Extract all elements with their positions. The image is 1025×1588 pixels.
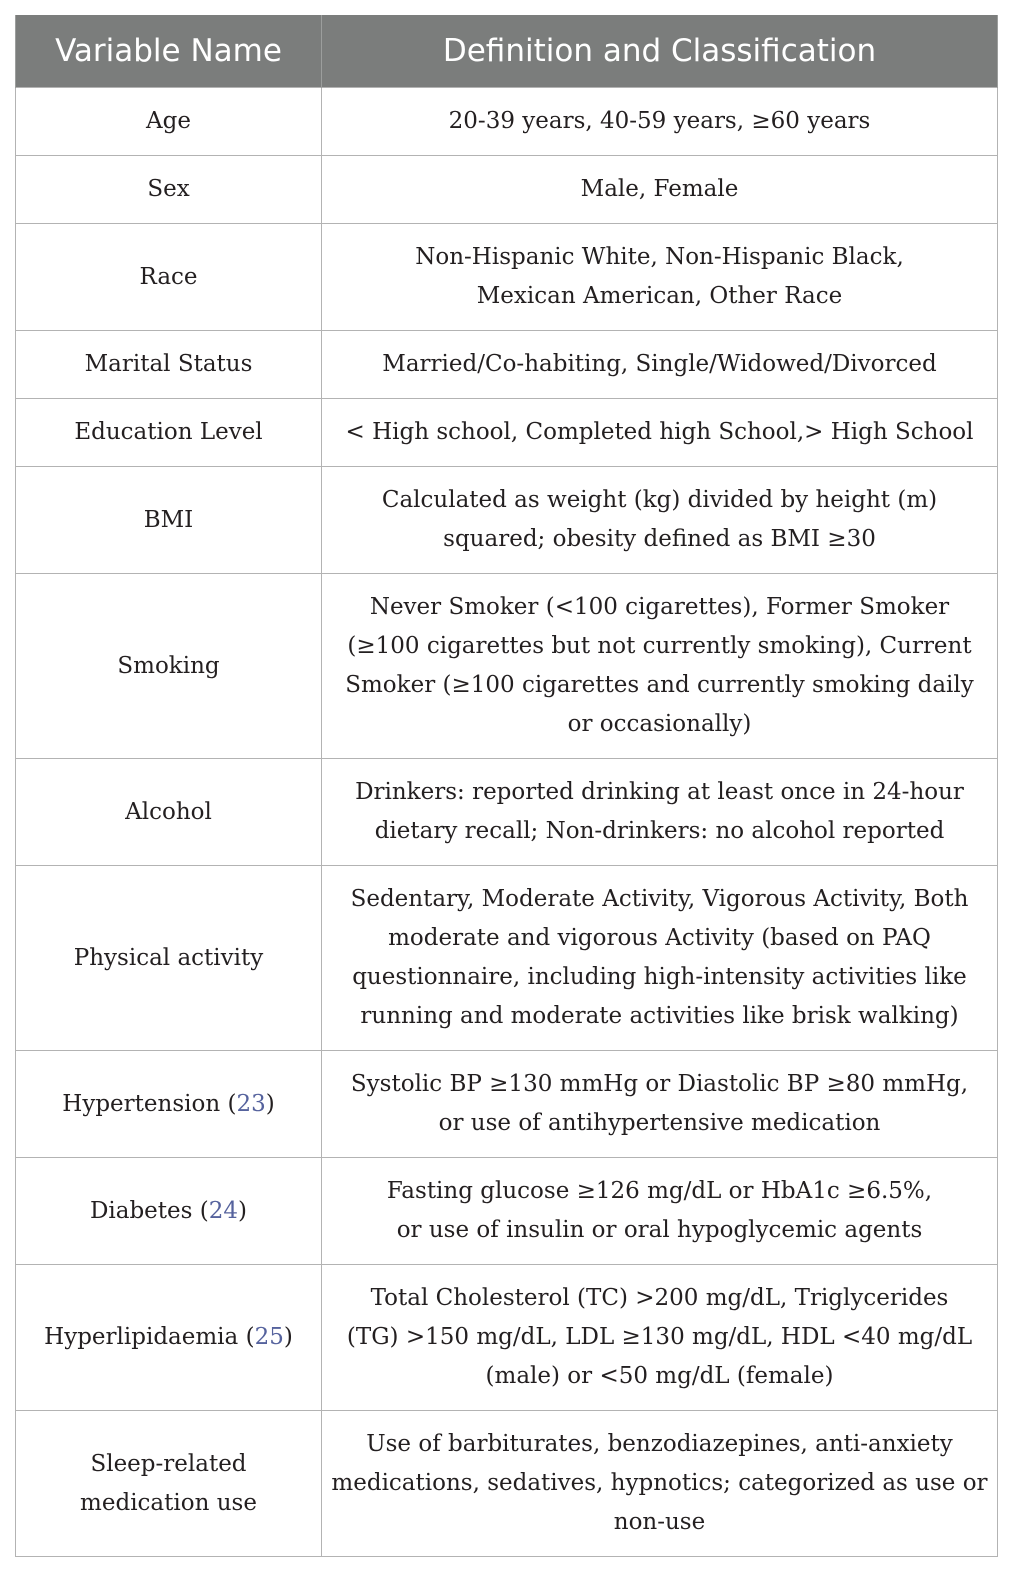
table-row bbox=[16, 1265, 998, 1411]
definition-cell bbox=[322, 574, 998, 759]
definition-cell bbox=[322, 759, 998, 866]
table-row bbox=[16, 331, 998, 399]
table-row bbox=[16, 467, 998, 574]
definition-line: moderate and vigorous Activity (based on PAQ bbox=[388, 925, 931, 951]
definition-line: Non-Hispanic White, Non-Hispanic Black, bbox=[415, 244, 904, 270]
variable-cell: Race bbox=[16, 224, 322, 331]
variable-cell: Smoking bbox=[16, 574, 322, 759]
definition-cell bbox=[322, 224, 998, 331]
definition-line: (≥100 cigarettes but not currently smoking), Current bbox=[347, 633, 972, 659]
header-definition: Definition and Classification bbox=[322, 15, 998, 88]
variable-line: medication use bbox=[80, 1489, 257, 1516]
definition-line: Total Cholesterol (TC) >200 mg/dL, Triglycerides bbox=[370, 1285, 949, 1311]
table-row bbox=[16, 1158, 998, 1265]
variable-label: Hyperlipidaemia bbox=[44, 1324, 239, 1350]
definition-line: Sedentary, Moderate Activity, Vigorous Activity, Both bbox=[350, 886, 969, 912]
definition-cell: < High school, Completed high School,> High School bbox=[322, 399, 998, 467]
variables-table bbox=[15, 15, 998, 1557]
definition-line: running and moderate activities like brisk walking) bbox=[360, 1003, 959, 1029]
definition-cell bbox=[322, 1051, 998, 1158]
reference-link[interactable]: 25 bbox=[254, 1324, 284, 1350]
definition-line: (TG) >150 mg/dL, LDL ≥130 mg/dL, HDL <40 mg/dL bbox=[346, 1324, 973, 1350]
variable-cell: Sex bbox=[16, 156, 322, 224]
definition-cell: Married/Co-habiting, Single/Widowed/Divorced bbox=[322, 331, 998, 399]
definition-cell bbox=[322, 1265, 998, 1411]
variable-cell: Marital Status bbox=[16, 331, 322, 399]
definition-cell bbox=[322, 1158, 998, 1265]
definition-line: or use of antihypertensive medication bbox=[438, 1110, 881, 1136]
definition-line: Never Smoker (<100 cigarettes), Former Smoker bbox=[369, 594, 950, 620]
variable-cell bbox=[16, 1411, 322, 1557]
table-header-row bbox=[16, 15, 998, 88]
variable-cell: Hyperlipidaemia (25) bbox=[16, 1265, 322, 1411]
header-variable-name: Variable Name bbox=[16, 15, 322, 88]
variable-cell: Alcohol bbox=[16, 759, 322, 866]
definition-line: questionnaire, including high-intensity activities like bbox=[352, 964, 967, 990]
table-row bbox=[16, 574, 998, 759]
definition-line: Use of barbiturates, benzodiazepines, anti-anxiety bbox=[366, 1431, 953, 1457]
variable-cell: Hypertension (23) bbox=[16, 1051, 322, 1158]
reference-link[interactable]: 24 bbox=[208, 1197, 239, 1224]
definition-line: Systolic BP ≥130 mmHg or Diastolic BP ≥80 mmHg, bbox=[350, 1071, 969, 1097]
table-row bbox=[16, 1051, 998, 1158]
definition-cell bbox=[322, 866, 998, 1051]
variable-label: Hypertension bbox=[62, 1090, 221, 1117]
table-row bbox=[16, 866, 998, 1051]
definition-line: Calculated as weight (kg) divided by height (m) bbox=[381, 487, 938, 513]
table-row bbox=[16, 399, 998, 467]
definition-cell bbox=[322, 467, 998, 574]
reference-link[interactable]: 23 bbox=[236, 1090, 266, 1117]
table-row bbox=[16, 759, 998, 866]
definition-line: Mexican American, Other Race bbox=[476, 283, 843, 309]
definition-line: Fasting glucose ≥126 mg/dL or HbA1c ≥6.5%, bbox=[386, 1178, 933, 1204]
variable-cell: Diabetes (24) bbox=[16, 1158, 322, 1265]
definition-cell: 20-39 years, 40-59 years, ≥60 years bbox=[322, 88, 998, 156]
definition-line: Smoker (≥100 cigarettes and currently smoking daily bbox=[345, 672, 974, 698]
definition-line: or occasionally) bbox=[567, 711, 752, 737]
table-row bbox=[16, 88, 998, 156]
definition-line: non-use bbox=[613, 1509, 706, 1535]
table-row bbox=[16, 156, 998, 224]
variable-cell: Physical activity bbox=[16, 866, 322, 1051]
variable-cell: Education Level bbox=[16, 399, 322, 467]
definition-line: or use of insulin or oral hypoglycemic agents bbox=[396, 1217, 923, 1243]
definition-line: medications, sedatives, hypnotics; categorized as use or bbox=[331, 1470, 988, 1496]
definition-line: (male) or <50 mg/dL (female) bbox=[485, 1363, 834, 1389]
variable-cell: Age bbox=[16, 88, 322, 156]
variable-label: Diabetes bbox=[89, 1197, 193, 1224]
definition-line: dietary recall; Non-drinkers: no alcohol reported bbox=[374, 818, 945, 844]
table-row bbox=[16, 1411, 998, 1557]
definition-cell: Male, Female bbox=[322, 156, 998, 224]
definition-line: Drinkers: reported drinking at least once in 24-hour bbox=[355, 779, 964, 805]
table-row bbox=[16, 224, 998, 331]
definition-line: squared; obesity defined as BMI ≥30 bbox=[443, 526, 876, 552]
definition-cell bbox=[322, 1411, 998, 1557]
variable-line: Sleep-related bbox=[90, 1450, 247, 1477]
variable-cell: BMI bbox=[16, 467, 322, 574]
